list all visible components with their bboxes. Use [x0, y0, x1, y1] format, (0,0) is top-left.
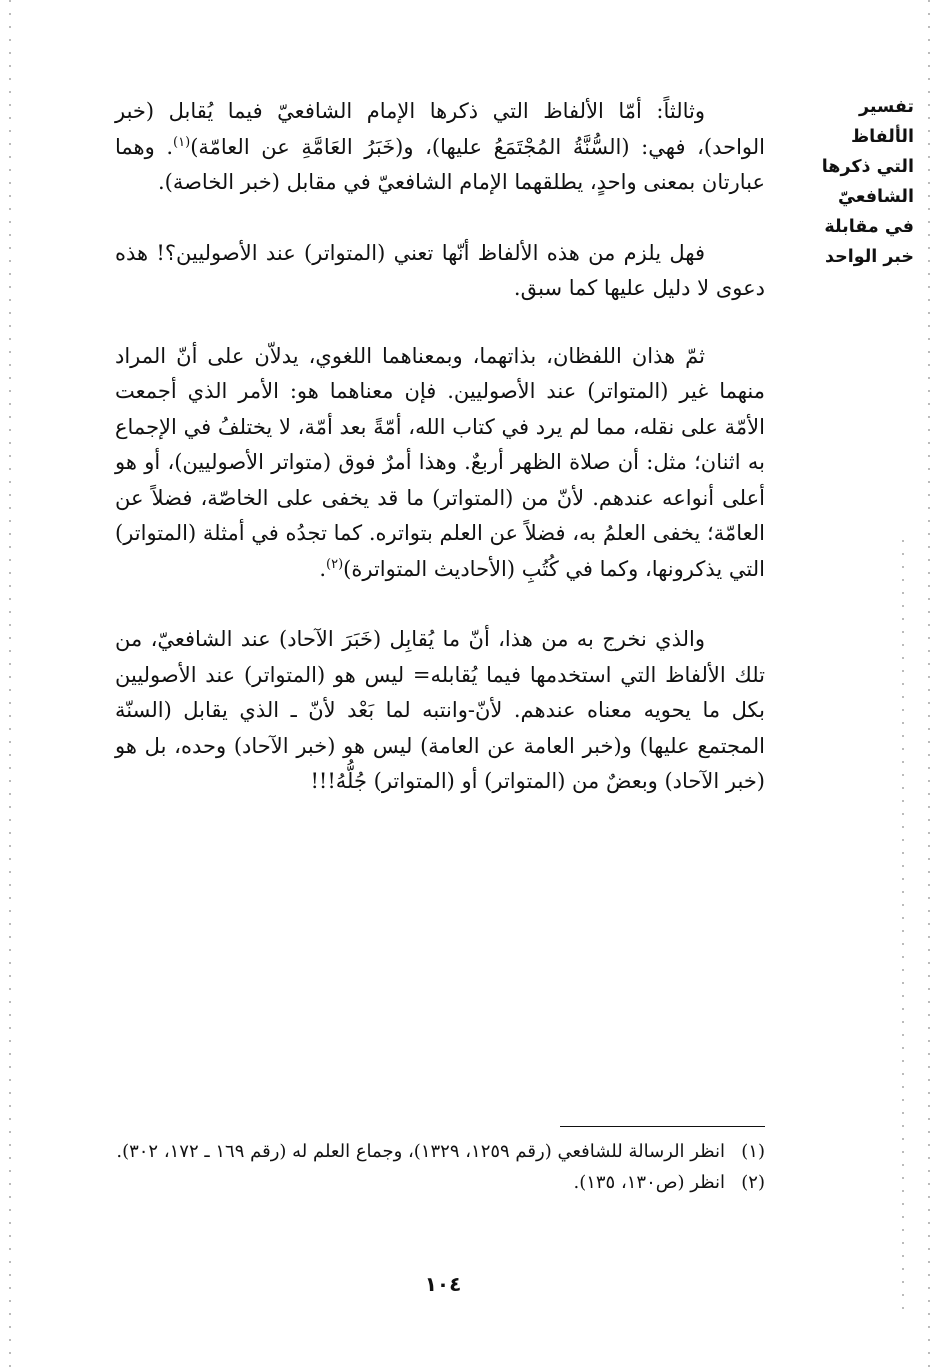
footnote-1-text: انظر الرسالة للشافعي (رقم ١٢٥٩، ١٣٢٩)، وجماع العلم له (رقم ١٦٩ ـ ١٧٢، ٣٠٢).: [116, 1141, 725, 1162]
footnote-ref-2: (٢): [326, 556, 344, 572]
footnote-1-number: (١): [741, 1141, 765, 1162]
paragraph-1-text: وثالثاً: أمّا الألفاظ التي ذكرها الإمام الشافعيّ فيما يُقابل (خبر الواحد)، فهي: (السُّنَّةُ المُجْتَمَعُ عليها)، و(خَبَرُ العَامَّةِ عن العامّة): [115, 99, 765, 159]
scan-edge-dots-inner: [902, 540, 904, 1320]
paragraph-1-end: . وهما عبارتان بمعنى واحدٍ، يطلقهما الإمام الشافعيّ في مقابل (خبر الخاصة).: [115, 134, 765, 194]
footnote-2-number: (٢): [741, 1172, 765, 1193]
paragraph-2: فهل يلزم من هذه الألفاظ أنّها تعني (المتواتر) عند الأصوليين؟! هذه دعوى لا دليل عليها كما سبق.: [115, 240, 765, 300]
margin-note: تفسير الألفاظ التي ذكرها الشافعيّ في مقابلة خبر الواحد: [821, 97, 914, 267]
scan-edge-dots-right: [928, 0, 930, 1372]
footnote-1: [115, 1136, 765, 1167]
main-text: [115, 94, 765, 835]
footnote-2: [115, 1167, 765, 1198]
footnote-2-text: انظر (ص١٣٠، ١٣٥).: [573, 1172, 725, 1193]
paragraph-3: [115, 339, 765, 588]
paragraph-4: والذي نخرج به من هذا، أنّ ما يُقابِل (خَبَرَ الآحاد) عند الشافعيّ، من تلك الألفاظ التي استخدمها فيما يُقابله= ليس هو (المتواتر) عند الأصوليين بكل ما يحويه معناه عندهم. لأنّ-وانتبه لما بَعْد لأنّ ـ الذي يقابل (السنّة المجتمع عليها) و(خبر العامة عن العامة) ليس هو (خبر الآحاد) وحده، بل هو (خبر الآحاد) وبعضٌ من (المتواتر) أو (المتواتر) جُلُّهُ!!!: [115, 627, 765, 793]
footnote-ref-1: (١): [173, 134, 191, 150]
paragraph-3-end: .: [319, 556, 327, 581]
page-number: ١٠٤: [424, 1272, 462, 1296]
footnotes: [115, 1136, 765, 1198]
scan-edge-dots-left: [9, 0, 11, 1372]
paragraph-3-text: ثمّ هذان اللفظان، بذاتهما، وبمعناهما اللغوي، يدلاّن على أنّ المراد منهما غير (المتواتر) عند الأصوليين. فإن معناهما هو: الأمر الذي أجمعت الأمّة على نقله، مما لم يرد في كتاب الله، أمّةً بعد أمّة، لا يختلفُ في الإجماع به اثنان؛ مثل: أن صلاة الظهر أربعٌ. وهذا أمرٌ فوق (متواتر الأصوليين)، أو هو أعلى أنواعه عندهم. لأنّ من (المتواتر) ما قد يخفى على الخاصّة، فضلاً عن العامّة؛ يخفى العلمُ به، فضلاً عن العلم بتواتره. كما تجدُه في أمثلة (المتواتر) التي يذكرونها، وكما في كُتُبِ (الأحاديث المتواترة): [115, 343, 765, 581]
paragraph-1: [115, 94, 765, 201]
footnote-separator: [560, 1126, 765, 1127]
